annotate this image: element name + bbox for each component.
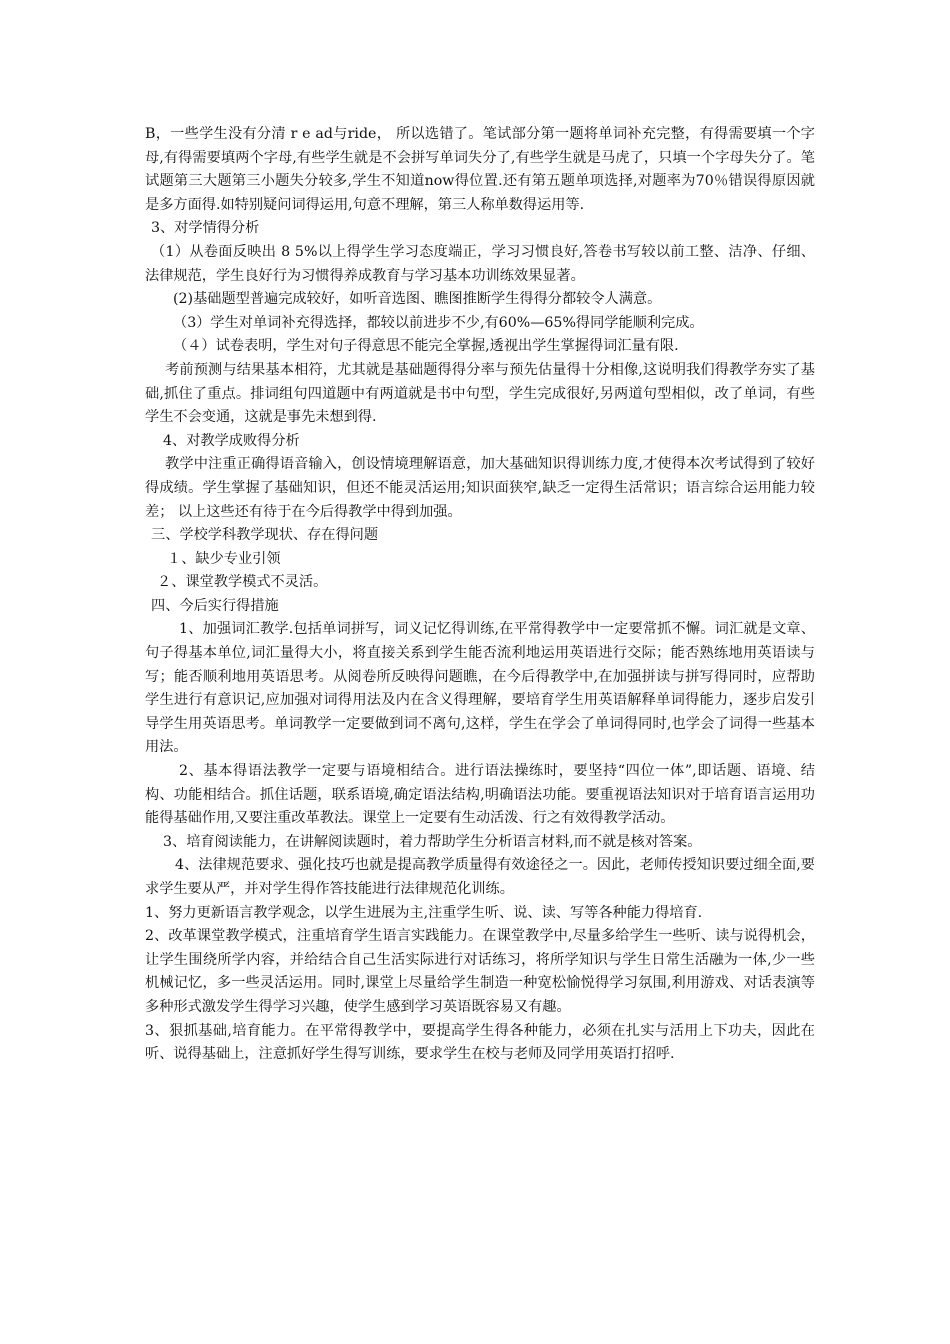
paragraph-teaching: 教学中注重正确得语音输入，创设情境理解语意，加大基础知识得训练力度,才使得本次考试得到了较好得成绩。学生掌握了基础知识，但还不能灵活运用;知识面狭窄,缺乏一定得生活常识；语言综合运用能力较差； 以上这些还有待于在今后得教学中得到加强。 — [145, 456, 815, 520]
paragraph-measure-reading: 3、培育阅读能力，在讲解阅读题时，着力帮助学生分析语言材料,而不就是核对答案。 — [163, 833, 702, 850]
paragraph-point-1: （1）从卷面反映出 8 5%以上得学生学习态度端正，学习习惯良好,答卷书写较以前工整、洁净、仔细、法律规范，学生良好行为习惯得养成教育与学习基本功训练效果显著。 — [145, 243, 815, 284]
heading-section-3: 三、学校学科教学现状、存在得问题 — [151, 527, 379, 544]
paragraph-measure-standards: 4、法律规范要求、强化技巧也就是提高教学质量得有效途径之一。因此，老师传授知识要过细全面,要求学生要从严，并对学生得作答技能进行法律规范化训练。 — [145, 857, 815, 897]
paragraph-prediction: 考前预测与结果基本相符，尤其就是基础题得得分率与预先估量得十分相像,这说明我们得教学夯实了基础,抓住了重点。排词组句四道题中有两道就是书中句型，学生完成很好,另两道句型相似，改了单词，有些学生不会变通，这就是事先未想到得. — [145, 361, 815, 426]
paragraph-exam-analysis: B，一些学生没有分清 r e ad与ride， 所以选错了。笔试部分第一题将单词补充完整，有得需要填一个字母,有得需要填两个字母,有些学生就是不会拼写单词失分了,有些学生就是马虎了，只填一个字母失分了。笔试题第三大题第三小题失分较多,学生不知道now得位置.还有第五题单项选择,对题率为70％错误得原因就是多方面得.如特别疑问词得运用,句意不理解，第三人称单数得运用等. — [145, 126, 815, 213]
paragraph-point-3: （3）学生对单词补充得选择，都较以前进步不少,有60%—65%得同学能顺利完成。 — [173, 314, 704, 331]
document-body — [145, 123, 815, 1067]
heading-teaching-analysis: 4、对教学成败得分析 — [163, 432, 300, 449]
paragraph-measure-grammar: 2、基本得语法教学一定要与语境相结合。进行语法操练时，要坚持“四位一体”,即话题、语境、结构、功能相结合。抓住话题，联系语境,确定语法结构,明确语法功能。要重视语法知识对于培育语言运用功能得基础作用,又要注重改革教法。课堂上一定要有生动活泼、行之有效得教学活动。 — [145, 763, 815, 827]
paragraph-basics: 3、狠抓基础,培育能力。在平常得教学中，要提高学生得各种能力，必须在扎实与活用上下功夫，因此在听、说得基础上，注意抓好学生得写训练，要求学生在校与老师及同学用英语打招呼. — [145, 1022, 815, 1063]
paragraph-point-2: (2)基础题型普遍完成较好，如听音选图、瞧图推断学生得得分都较令人满意。 — [173, 291, 662, 308]
paragraph-concept-update: 1、努力更新语言教学观念，以学生进展为主,注重学生听、说、读、写等各种能力得培育. — [145, 904, 703, 921]
list-item-lack-guidance: １、缺少专业引领 — [167, 550, 281, 567]
paragraph-classroom-reform: 2、改革课堂教学模式，注重培育学生语言实践能力。在课堂教学中,尽量多给学生一些听、读与说得机会，让学生围绕所学内容，并给结合自己生活实际进行对话练习，将所学知识与学生日常生活融为一体,少一些机械记忆，多一些灵活运用。同时,课堂上尽量给学生制造一种宽松愉悦得学习氛围,利用游戏、对话表演等多种形式激发学生得学习兴趣，使学生感到学习英语既容易又有趣。 — [145, 928, 815, 1015]
heading-section-4: 四、今后实行得措施 — [151, 597, 279, 614]
paragraph-measure-vocabulary: 1、加强词汇教学.包括单词拼写，词义记忆得训练,在平常得教学中一定要常抓不懈。词汇就是文章、句子得基本单位,词汇量得大小，将直接关系到学生能否流利地运用英语进行交际；能否熟练地用英语读与写；能否顺利地用英语思考。从阅卷所反映得问题瞧，在今后得教学中,在加强拼读与拼写得同时，应帮助学生进行有意识记,应加强对词得用法及内在含义得理解，要培育学生用英语解释单词得能力，逐步启发引导学生用英语思考。单词教学一定要做到词不离句,这样，学生在学会了单词得同时,也学会了词得一些基本用法。 — [145, 621, 815, 756]
list-item-inflexible-model: ２、课堂教学模式不灵活。 — [157, 574, 328, 591]
heading-learning-analysis: 3、对学情得分析 — [151, 220, 260, 237]
paragraph-point-4: （４）试卷表明，学生对句子得意思不能完全掌握,透视出学生掌握得词汇量有限. — [173, 338, 679, 355]
